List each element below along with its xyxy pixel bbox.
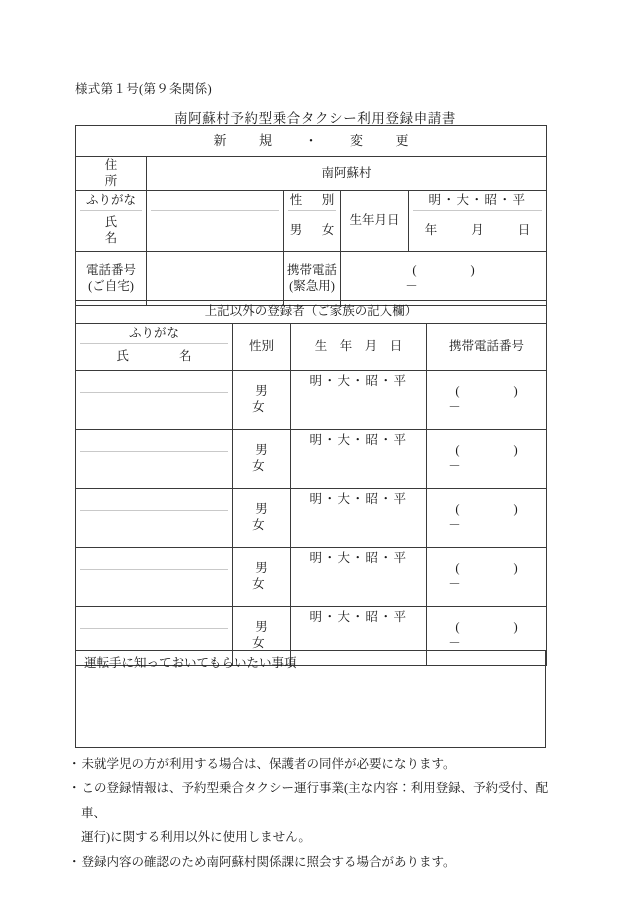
home-phone-label: 電話番号 (ご自宅) bbox=[76, 252, 147, 306]
paren-close: ) bbox=[513, 384, 518, 399]
paren-open: ( bbox=[455, 561, 460, 576]
gender-options[interactable]: 男 女 bbox=[284, 211, 341, 252]
form-notes bbox=[68, 752, 568, 874]
address-label: 住 所 bbox=[76, 157, 147, 191]
mobile-phone-input[interactable] bbox=[341, 252, 547, 306]
mobile-area-code-group bbox=[341, 263, 546, 279]
month-unit: 月 bbox=[471, 223, 484, 238]
family-era-options[interactable]: 明・大・昭・平 bbox=[291, 430, 427, 453]
family-mobile-area-group bbox=[427, 620, 546, 636]
family-birthdate-input[interactable] bbox=[291, 452, 427, 489]
note-text-continued: 運行)に関する利用以外に使用しません。 bbox=[81, 830, 311, 845]
family-era-options[interactable]: 明・大・昭・平 bbox=[291, 489, 427, 512]
furigana-input[interactable] bbox=[147, 191, 284, 212]
paren-open: ( bbox=[455, 620, 460, 635]
driver-note-table bbox=[75, 650, 546, 748]
table-row bbox=[76, 430, 547, 453]
family-mobile-area-group bbox=[427, 502, 546, 518]
paren-close: ) bbox=[513, 561, 518, 576]
family-furigana-input[interactable] bbox=[76, 371, 233, 394]
paren-close: ) bbox=[513, 443, 518, 458]
family-gender-options[interactable]: 男 女 bbox=[233, 371, 291, 430]
family-name-input[interactable] bbox=[76, 511, 233, 548]
family-rows-body bbox=[76, 371, 547, 666]
family-header-birthdate: 生 年 月 日 bbox=[291, 324, 427, 371]
application-type-label: 新 規 ・ 変 更 bbox=[213, 132, 419, 148]
family-name-input[interactable] bbox=[76, 393, 233, 430]
family-section-note: 上記以外の登録者（ご家族の記入欄） bbox=[76, 301, 547, 324]
furigana-row bbox=[76, 191, 547, 212]
paren-open: ( bbox=[412, 262, 417, 277]
phone-dash: － bbox=[405, 278, 418, 293]
family-name-input[interactable] bbox=[76, 452, 233, 489]
family-mobile-input[interactable] bbox=[427, 371, 547, 430]
family-header-gender: 性別 bbox=[233, 324, 291, 371]
family-name-input[interactable] bbox=[76, 570, 233, 607]
phone-dash: － bbox=[448, 518, 461, 532]
paren-close: ) bbox=[513, 502, 518, 517]
paren-open: ( bbox=[455, 502, 460, 517]
note-item bbox=[68, 752, 568, 776]
family-table bbox=[75, 300, 547, 666]
note-text: この登録情報は、予約型乗合タクシー運行事業(主な内容：利用登録、予約受付、配車、 bbox=[81, 781, 549, 820]
note-item bbox=[68, 776, 568, 825]
family-header-furigana: ふりがな bbox=[76, 324, 233, 345]
bullet-marker: ・ bbox=[68, 781, 81, 796]
driver-note-label: 運転手に知っておいてもらいたい事項 bbox=[84, 656, 297, 670]
paren-open: ( bbox=[455, 443, 460, 458]
phone-row bbox=[76, 252, 547, 306]
family-mobile-area-group bbox=[427, 443, 546, 459]
family-mobile-area-group bbox=[427, 384, 546, 400]
application-type-cell[interactable] bbox=[76, 126, 547, 157]
birthdate-input[interactable] bbox=[409, 211, 547, 252]
table-row bbox=[76, 489, 547, 512]
birthdate-label: 生年月日 bbox=[341, 191, 409, 252]
family-header-mobile: 携帯電話番号 bbox=[427, 324, 547, 371]
family-gender-options[interactable]: 男 女 bbox=[233, 607, 291, 666]
driver-note-input[interactable] bbox=[76, 672, 545, 677]
gender-label: 性 別 bbox=[284, 191, 341, 212]
table-row bbox=[76, 607, 547, 630]
name-label: 氏 名 bbox=[76, 211, 147, 252]
family-header-furigana-row bbox=[76, 324, 547, 345]
page-title: 南阿蘇村予約型乗合タクシー利用登録申請書 bbox=[174, 111, 456, 126]
name-row bbox=[76, 211, 547, 252]
family-mobile-input[interactable] bbox=[427, 548, 547, 607]
birth-era-options[interactable]: 明・大・昭・平 bbox=[409, 191, 547, 212]
form-number: 様式第１号(第９条関係) bbox=[75, 82, 212, 96]
family-furigana-input[interactable] bbox=[76, 430, 233, 453]
note-text: 未就学児の方が利用する場合は、保護者の同伴が必要になります。 bbox=[81, 757, 456, 771]
family-birthdate-input[interactable] bbox=[291, 511, 427, 548]
application-type-row bbox=[76, 126, 547, 157]
family-mobile-area-group bbox=[427, 561, 546, 577]
family-furigana-input[interactable] bbox=[76, 489, 233, 512]
furigana-label: ふりがな bbox=[76, 191, 147, 212]
phone-dash: － bbox=[448, 459, 461, 473]
family-era-options[interactable]: 明・大・昭・平 bbox=[291, 607, 427, 630]
family-gender-options[interactable]: 男 女 bbox=[233, 489, 291, 548]
family-birthdate-input[interactable] bbox=[291, 570, 427, 607]
phone-dash: － bbox=[448, 636, 461, 650]
driver-note-row bbox=[76, 651, 546, 748]
family-furigana-input[interactable] bbox=[76, 607, 233, 630]
bullet-marker: ・ bbox=[68, 854, 81, 869]
table-row bbox=[76, 371, 547, 394]
family-era-options[interactable]: 明・大・昭・平 bbox=[291, 548, 427, 571]
name-input[interactable] bbox=[147, 211, 284, 252]
paren-close: ) bbox=[513, 620, 518, 635]
phone-dash: － bbox=[448, 400, 461, 414]
paren-close: ) bbox=[470, 262, 475, 277]
mobile-phone-label: 携帯電話 (緊急用) bbox=[284, 252, 341, 306]
family-mobile-input[interactable] bbox=[427, 430, 547, 489]
year-unit: 年 bbox=[424, 223, 438, 238]
family-mobile-input[interactable] bbox=[427, 489, 547, 548]
family-era-options[interactable]: 明・大・昭・平 bbox=[291, 371, 427, 394]
family-birthdate-input[interactable] bbox=[291, 393, 427, 430]
note-text: 登録内容の確認のため南阿蘇村関係課に照会する場合があります。 bbox=[81, 854, 456, 869]
address-row bbox=[76, 157, 547, 191]
applicant-table bbox=[75, 125, 547, 306]
family-gender-options[interactable]: 男 女 bbox=[233, 430, 291, 489]
table-row bbox=[76, 548, 547, 571]
family-section-note-row bbox=[76, 301, 547, 324]
phone-dash: － bbox=[448, 577, 461, 591]
day-unit: 日 bbox=[517, 223, 531, 238]
family-header-name: 氏 名 bbox=[76, 344, 233, 371]
address-input[interactable]: 南阿蘇村 bbox=[147, 157, 547, 191]
family-furigana-input[interactable] bbox=[76, 548, 233, 571]
paren-open: ( bbox=[455, 384, 460, 399]
driver-note-cell[interactable] bbox=[76, 651, 546, 748]
home-phone-input[interactable] bbox=[147, 252, 284, 306]
note-item bbox=[68, 850, 568, 874]
bullet-marker: ・ bbox=[68, 757, 81, 771]
family-gender-options[interactable]: 男 女 bbox=[233, 548, 291, 607]
